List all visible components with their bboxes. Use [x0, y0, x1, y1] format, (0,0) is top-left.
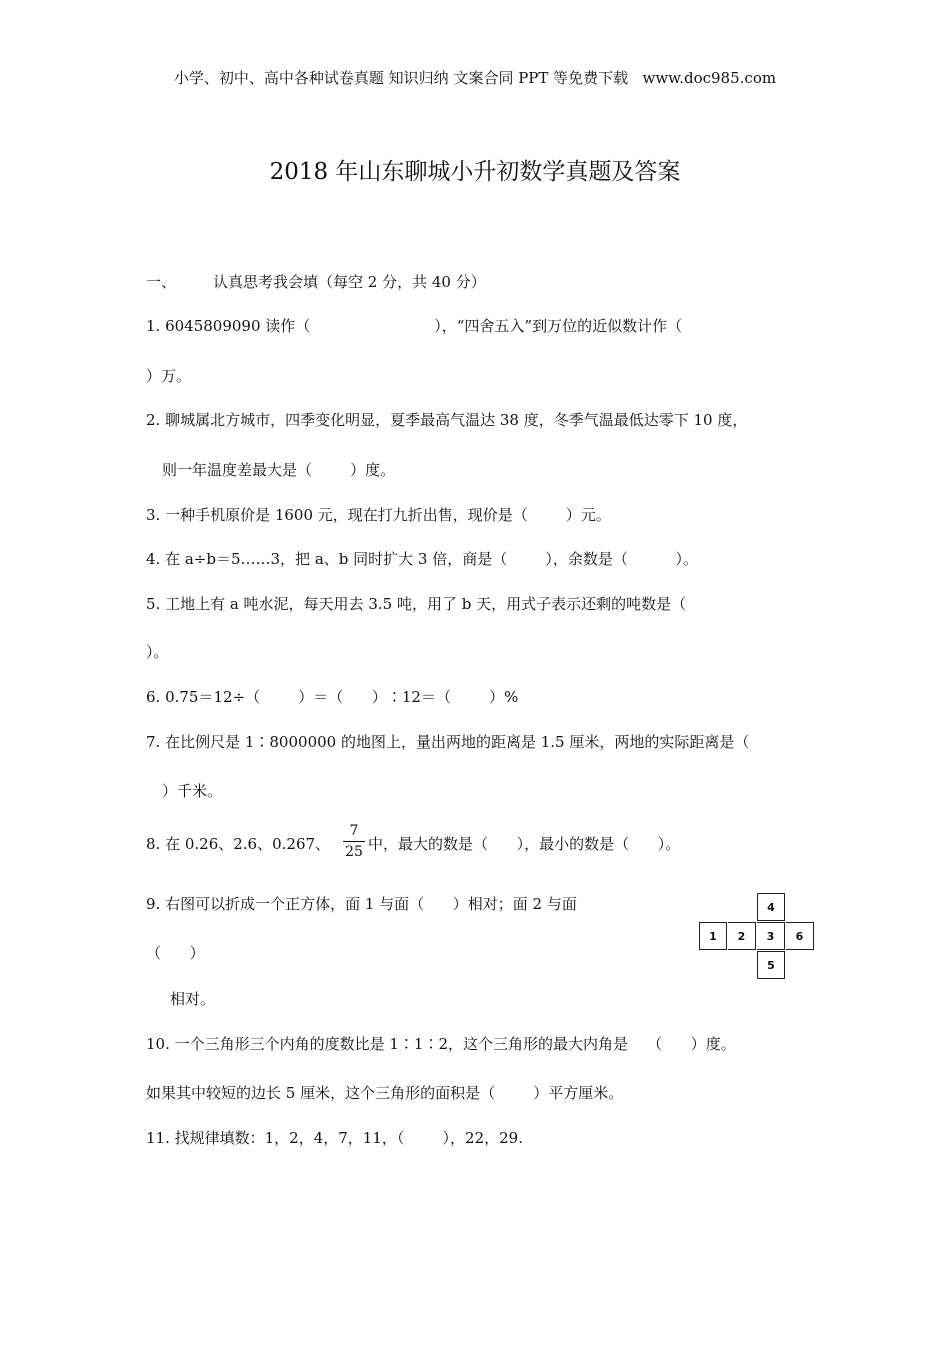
question-5-cont: ）。	[146, 643, 169, 661]
page-header: 小学、初中、高中各种试卷真题 知识归纳 文案合同 PPT 等免费下载 www.doc985.com	[173, 69, 777, 87]
cube-face-1: 1	[699, 922, 727, 950]
question-7: 7. 在比例尺是 1∶8000000 的地图上，量出两地的距离是 1.5 厘米，两地的实际距离是（	[146, 733, 750, 751]
question-1-cont: ）万。	[146, 367, 192, 385]
question-4: 4. 在 a÷b＝5……3，把 a、b 同时扩大 3 倍，商是（ ），余数是（ ）。	[146, 550, 699, 568]
cube-face-5: 5	[757, 951, 785, 979]
fraction-numerator: 7	[349, 823, 359, 839]
question-7-cont: ）千米。	[162, 782, 223, 800]
cube-face-3: 3	[757, 922, 785, 950]
cube-face-6: 6	[786, 922, 814, 950]
question-6: 6. 0.75＝12÷（ ）＝（ ）∶12＝（ ）%	[146, 688, 519, 706]
cube-face-2: 2	[728, 922, 756, 950]
question-9-cont: 相对。	[170, 990, 216, 1008]
cube-face-4: 4	[757, 893, 785, 921]
question-2: 2. 聊城属北方城市，四季变化明显，夏季最高气温达 38 度，冬季气温最低达零下 10 度，	[146, 411, 748, 429]
question-8: 8. 在 0.26、2.6、0.267、	[146, 835, 331, 853]
question-5: 5. 工地上有 a 吨水泥，每天用去 3.5 吨，用了 b 天，用式子表示还剩的吨数是（	[146, 595, 687, 613]
question-9-blank: （ ）	[146, 944, 205, 962]
fraction-denominator: 25	[345, 844, 363, 860]
question-1: 1. 6045809090 读作（ ），“四舍五入”到万位的近似数计作（	[146, 317, 683, 335]
section-number: 一、	[146, 273, 177, 291]
page-title: 2018 年山东聊城小升初数学真题及答案	[269, 159, 681, 185]
fraction-seven-25ths	[343, 822, 365, 861]
question-10-cont: 如果其中较短的边长 5 厘米，这个三角形的面积是（ ）平方厘米。	[146, 1084, 624, 1102]
fraction-bar	[343, 841, 365, 842]
section-heading: 认真思考我会填（每空 2 分，共 40 分）	[213, 273, 486, 291]
question-8-cont: 中，最大的数是（ ），最小的数是（ ）。	[368, 835, 681, 853]
question-9: 9. 右图可以折成一个正方体，面 1 与面（ ）相对；面 2 与面	[146, 895, 577, 913]
question-11: 11. 找规律填数：1，2，4，7，11，（ ），22，29.	[146, 1129, 523, 1147]
question-10: 10. 一个三角形三个内角的度数比是 1∶1∶2，这个三角形的最大内角是 （ ）度。	[146, 1035, 736, 1053]
question-2-cont: 则一年温度差最大是（ ）度。	[162, 461, 396, 479]
question-3: 3. 一种手机原价是 1600 元，现在打九折出售，现价是（ ）元。	[146, 506, 611, 524]
